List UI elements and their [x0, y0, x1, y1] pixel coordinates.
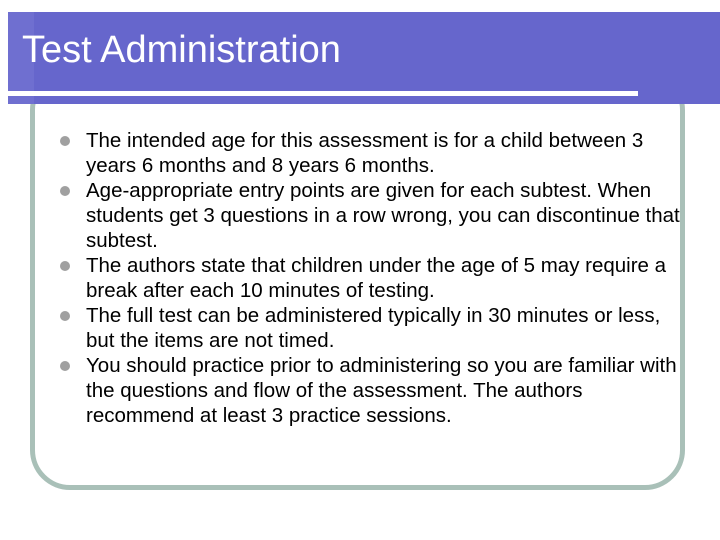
- bullet-dot-icon: [60, 361, 70, 371]
- bullet-text: The full test can be administered typically in 30 minutes or less, but the items are not timed.: [86, 304, 661, 352]
- bullet-item: [60, 253, 680, 303]
- bullet-item: [60, 178, 680, 253]
- bullet-dot-icon: [60, 261, 70, 271]
- bullet-item: [60, 128, 680, 178]
- title-underline: [8, 91, 638, 96]
- bullet-text: The authors state that children under the age of 5 may require a break after each 10 minutes of testing.: [86, 254, 667, 302]
- bullet-text: You should practice prior to administering so you are familiar with the questions and flow of the assessment. The authors recommend at least 3 practice sessions.: [86, 354, 677, 427]
- bullet-text: The intended age for this assessment is for a child between 3 years 6 months and 8 years 6 months.: [86, 129, 644, 177]
- bullet-dot-icon: [60, 136, 70, 146]
- bullet-dot-icon: [60, 186, 70, 196]
- title-bar-corner: [638, 91, 720, 104]
- bullet-item: [60, 303, 680, 353]
- bullet-item: [60, 353, 680, 428]
- bullet-list: [60, 128, 680, 428]
- bullet-dot-icon: [60, 311, 70, 321]
- bullet-text: Age-appropriate entry points are given for each subtest. When students get 3 questions in a row wrong, you can discontinue that subtest.: [86, 179, 680, 252]
- slide-title: Test Administration: [22, 29, 341, 71]
